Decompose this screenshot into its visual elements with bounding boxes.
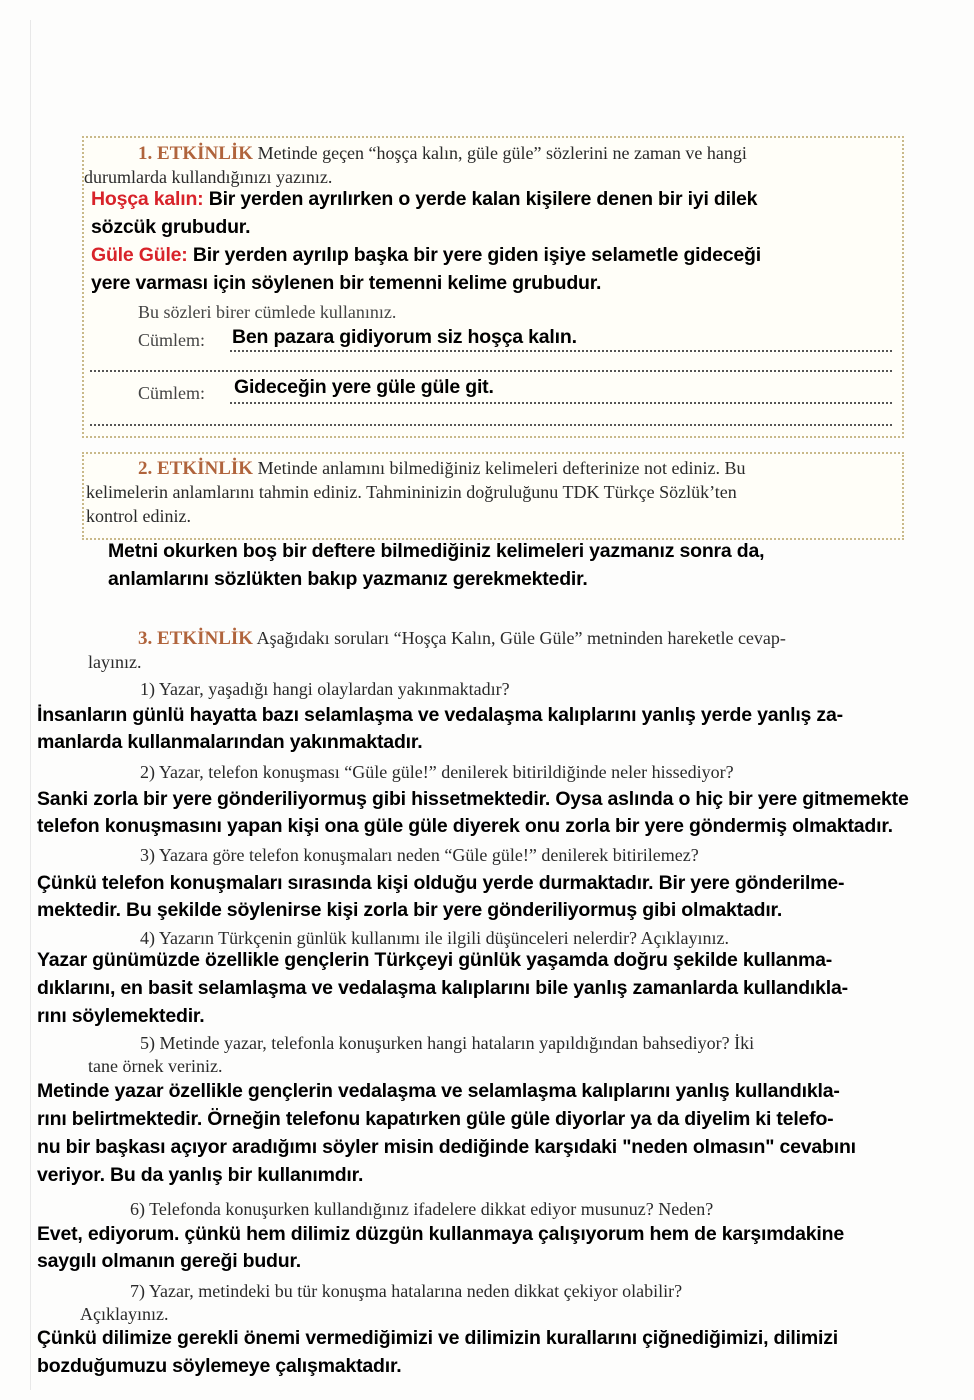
activity-3-prompt-line: 3. ETKİNLİK Aşağıdakı soruları “Hoşça Kalın, Güle Güle” metninden hareketle cevap- [138, 628, 786, 649]
activity-1-number: 1. ETKİNLİK [138, 143, 254, 164]
sentence-label: Cümlem: [138, 330, 205, 350]
answer-1-text: manlarda kullanmalarından yakınmaktadır. [37, 731, 423, 753]
answer-line-dotted [230, 402, 892, 404]
answer-line-dotted [90, 424, 892, 426]
sentence-label: Cümlem: [138, 383, 205, 403]
activity-2-prompt-line: kontrol ediniz. [86, 506, 191, 526]
answer-4-text: Yazar günümüzde özellikle gençlerin Türkçeyi günlük yaşamda doğru şekilde kullanma- [37, 949, 833, 971]
answer-5-text: Metinde yazar özellikle gençlerin vedalaşma ve selamlaşma kalıplarını yanlış kullandıkla- [37, 1080, 840, 1102]
page-edge [30, 20, 31, 1390]
answer-gule-gule: Güle Güle: Bir yerden ayrılıp başka bir yere giden işiye selametle gideceği [91, 244, 761, 266]
answer-line-dotted [90, 370, 892, 372]
sentence-2: Gideceğin yere güle güle git. [234, 376, 494, 398]
activity-3-prompt-line: layınız. [88, 652, 142, 672]
answer-6-text: Evet, ediyorum. çünkü hem dilimiz düzgün kullanmaya çalışıyorum hem de karşımdakine [37, 1223, 844, 1245]
question-1-text: 1) Yazar, yaşadığı hangi olaylardan yakınmaktadır? [140, 679, 510, 699]
answer-line: yere varması için söylenen bir temenni kelime grubudur. [91, 272, 602, 294]
answer-hosca-kalin: Hoşça kalın: Bir yerden ayrılırken o yerde kalan kişilere denen bir iyi dilek [91, 188, 758, 210]
activity-1-prompt-line: durumlarda kullandığınızı yazınız. [84, 167, 333, 187]
answer-7-text: Çünkü dilimize gerekli önemi vermediğimizi ve dilimizin kurallarını çiğnediğimizi, dilimizi [37, 1327, 838, 1349]
question-2-text: 2) Yazar, telefon konuşması “Güle güle!” denilerek bitirildiğinde neler hissediyor? [140, 762, 734, 782]
answer-5-text: veriyor. Bu da yanlış bir kullanımdır. [37, 1164, 364, 1186]
question-7-text: 7) Yazar, metindeki bu tür konuşma hatalarına neden dikkat çekiyor olabilir? [130, 1281, 683, 1301]
answer-3-text: Çünkü telefon konuşmaları sırasında kişi olduğu yerde durmaktadır. Bir yere gönderilme- [37, 872, 845, 894]
activity-1-prompt-line: 1. ETKİNLİK Metinde geçen “hoşça kalın, güle güle” sözlerini ne zaman ve hangi [138, 143, 747, 164]
activity-3-number: 3. ETKİNLİK [138, 628, 254, 649]
use-prompt: Bu sözleri birer cümlede kullanınız. [138, 302, 397, 322]
question-7-text: Açıklayınız. [80, 1304, 169, 1324]
answer-2-text: Sanki zorla bir yere gönderiliyormuş gibi hissetmektedir. Oysa aslında o hiç bir yere gitmemekte [37, 788, 909, 810]
answer-4-text: dıklarını, en basit selamlaşma ve vedalaşma kalıplarını bile yanlış zamanlarda kullandıkla- [37, 977, 848, 999]
answer-5-text: nu bir başkası açıyor aradığımı söyler misin dediğinde karşıdaki "neden olmasın" cevabını [37, 1136, 856, 1158]
question-4-text: 4) Yazarın Türkçenin günlük kullanımı ile ilgili düşünceleri nelerdir? Açıklayınız. [140, 928, 730, 948]
activity-2-number: 2. ETKİNLİK [138, 458, 254, 479]
question-3-text: 3) Yazara göre telefon konuşmaları neden “Güle güle!” denilerek bitirilemez? [140, 845, 699, 865]
answer-7-text: bozduğumuzu söylemeye çalışmaktadır. [37, 1355, 402, 1377]
sentence-1: Ben pazara gidiyorum siz hoşça kalın. [232, 326, 577, 348]
answer-5-text: rını belirtmektedir. Örneğin telefonu kapatırken güle güle diyorlar ya da diyelim ki telefo- [37, 1108, 834, 1130]
answer-6-text: saygılı olmanın gereği budur. [37, 1250, 302, 1272]
answer-1-text: İnsanların günlü hayatta bazı selamlaşma ve vedalaşma kalıplarını yanlış yerde yanlış za- [37, 704, 843, 726]
answer-4-text: rını söylemektedir. [37, 1005, 205, 1027]
question-5-text: 5) Metinde yazar, telefonla konuşurken hangi hataların yapıldığından bahsediyor? İki [140, 1033, 755, 1053]
activity-2-prompt-line: kelimelerin anlamlarını tahmin ediniz. Tahmininizin doğruluğunu TDK Türkçe Sözlük’ten [86, 482, 737, 502]
answer-line: sözcük grubudur. [91, 216, 251, 238]
answer-line-dotted [230, 350, 892, 352]
question-6-text: 6) Telefonda konuşurken kullandığınız ifadelere dikkat ediyor musunuz? Neden? [130, 1199, 714, 1219]
answer-3-text: mektedir. Bu şekilde söylenirse kişi zorla bir yere gönderiliyormuş gibi olmaktadır. [37, 899, 783, 921]
activity-2-prompt-line: 2. ETKİNLİK Metinde anlamını bilmediğiniz kelimeleri defterinize not ediniz. Bu [138, 458, 746, 479]
question-5-text: tane örnek veriniz. [88, 1056, 223, 1076]
answer-2-text: telefon konuşmasını yapan kişi ona güle güle diyerek onu zorla bir yere göndermiş olmaktadır. [37, 815, 893, 837]
activity-2-answer: Metni okurken boş bir deftere bilmediğiniz kelimeleri yazmanız sonra da, [108, 540, 765, 562]
activity-2-answer: anlamlarını sözlükten bakıp yazmanız gerekmektedir. [108, 568, 588, 590]
